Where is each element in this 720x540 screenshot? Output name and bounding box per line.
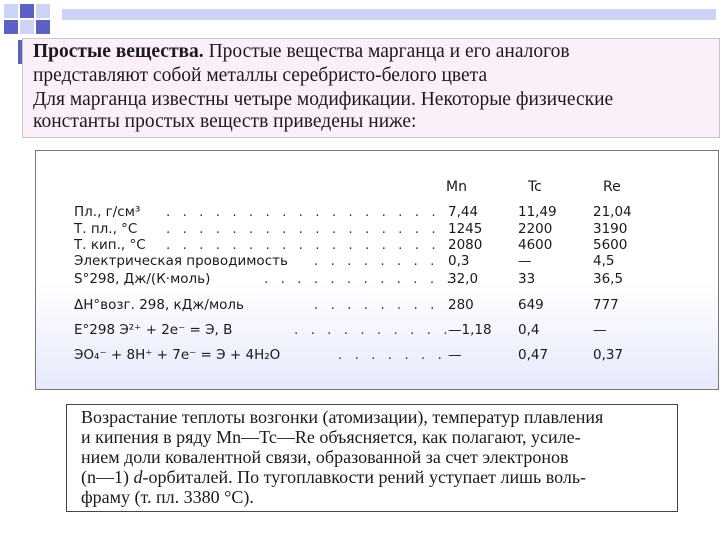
value-mn: 2080 [448,237,483,253]
value-mn: 7,44 [448,204,479,220]
value-re: 0,37 [593,347,624,363]
constants-table [35,150,719,390]
leader-dots: . . . . . . . . . . [294,322,452,338]
value-tc: 0,47 [518,347,549,363]
conclusion-panel [66,404,678,512]
value-tc: 2200 [518,221,553,237]
conclusion-line-3: нием доли ковалентной связи, образованной за счет электронов [81,447,569,467]
value-mn: 280 [448,297,474,313]
row-label: ΔH°возг. 298, кДж/моль [74,297,244,313]
value-mn: —1,18 [448,322,492,338]
leader-dots: . . . . . . . . . . . . . . . . . [166,237,440,253]
value-re: 4,5 [593,253,615,269]
intro-line-3: Для марганца известны четыре модификации. Некоторые физические [33,89,614,110]
conclusion-line-4 [81,467,586,488]
value-re: 5600 [593,237,628,253]
conclusion-d-orbital: d [133,467,143,487]
intro-line-4: константы простых веществ приведены ниже: [33,111,417,132]
intro-text-1: Простые вещества марганца и его аналогов [208,41,570,62]
conclusion-text-4c: -орбиталей. По тугоплавкости рений уступает лишь воль- [142,467,587,487]
leader-dots: . . . . . . . [338,347,446,363]
deco-square-6 [36,20,50,34]
leader-dots: . . . . . . . . . . . . [264,271,455,287]
deco-square-5 [20,20,34,34]
conclusion-text-4a: (n—1) [81,467,134,487]
row-label: S°298, Дж/(К·моль) [74,271,211,287]
conclusion-line-2: и кипения в ряду Mn—Tc—Re объясняется, как полагают, усиле- [81,427,581,447]
column-header-mn: Mn [446,179,467,195]
intro-title: Простые вещества. [33,41,204,62]
value-mn: 0,3 [448,253,470,269]
row-label: Пл., г/см³ [74,204,141,220]
intro-line-1 [33,41,570,63]
intro-line-2: представляют собой металлы серебристо-белого цвета [33,65,488,86]
deco-square-2 [20,4,34,18]
row-label: ЭО₄⁻ + 8H⁺ + 7e⁻ = Э + 4H₂O [74,347,281,363]
row-label: E°298 Э²⁺ + 2e⁻ = Э, В [74,322,233,338]
conclusion-line-5: фраму (т. пл. 3380 °С). [81,487,254,507]
conclusion-line-1: Возрастание теплоты возгонки (атомизации), температур плавления [81,407,604,427]
leader-dots: . . . . . . . . . . . . . . . . . [166,204,440,220]
column-header-re: Re [603,179,621,195]
leader-dots: . . . . . . . . [314,297,439,313]
row-label: Электрическая проводимость [74,253,288,269]
value-re: 36,5 [593,271,624,287]
value-mn: 1245 [448,221,483,237]
intro-panel [22,38,720,138]
leader-dots: . . . . . . . . [314,253,439,269]
row-label: Т. пл., °С [74,221,138,237]
deco-square-3 [36,4,50,18]
value-re: — [593,322,607,338]
value-mn: 32,0 [448,271,479,287]
value-tc: — [518,253,532,269]
row-label: Т. кип., °С [74,237,146,253]
deco-bar [62,9,716,20]
value-mn: — [448,347,462,363]
value-re: 21,04 [593,204,632,220]
deco-square-4 [4,20,18,34]
value-re: 3190 [593,221,628,237]
leader-dots: . . . . . . . . . . . . . . . . . [166,221,440,237]
value-tc: 33 [518,271,536,287]
value-tc: 11,49 [518,204,557,220]
slide-decoration [0,0,720,40]
column-header-tc: Tc [528,179,542,195]
value-tc: 649 [518,297,544,313]
value-re: 777 [593,297,619,313]
value-tc: 0,4 [518,322,540,338]
value-tc: 4600 [518,237,553,253]
deco-square-1 [4,4,18,18]
